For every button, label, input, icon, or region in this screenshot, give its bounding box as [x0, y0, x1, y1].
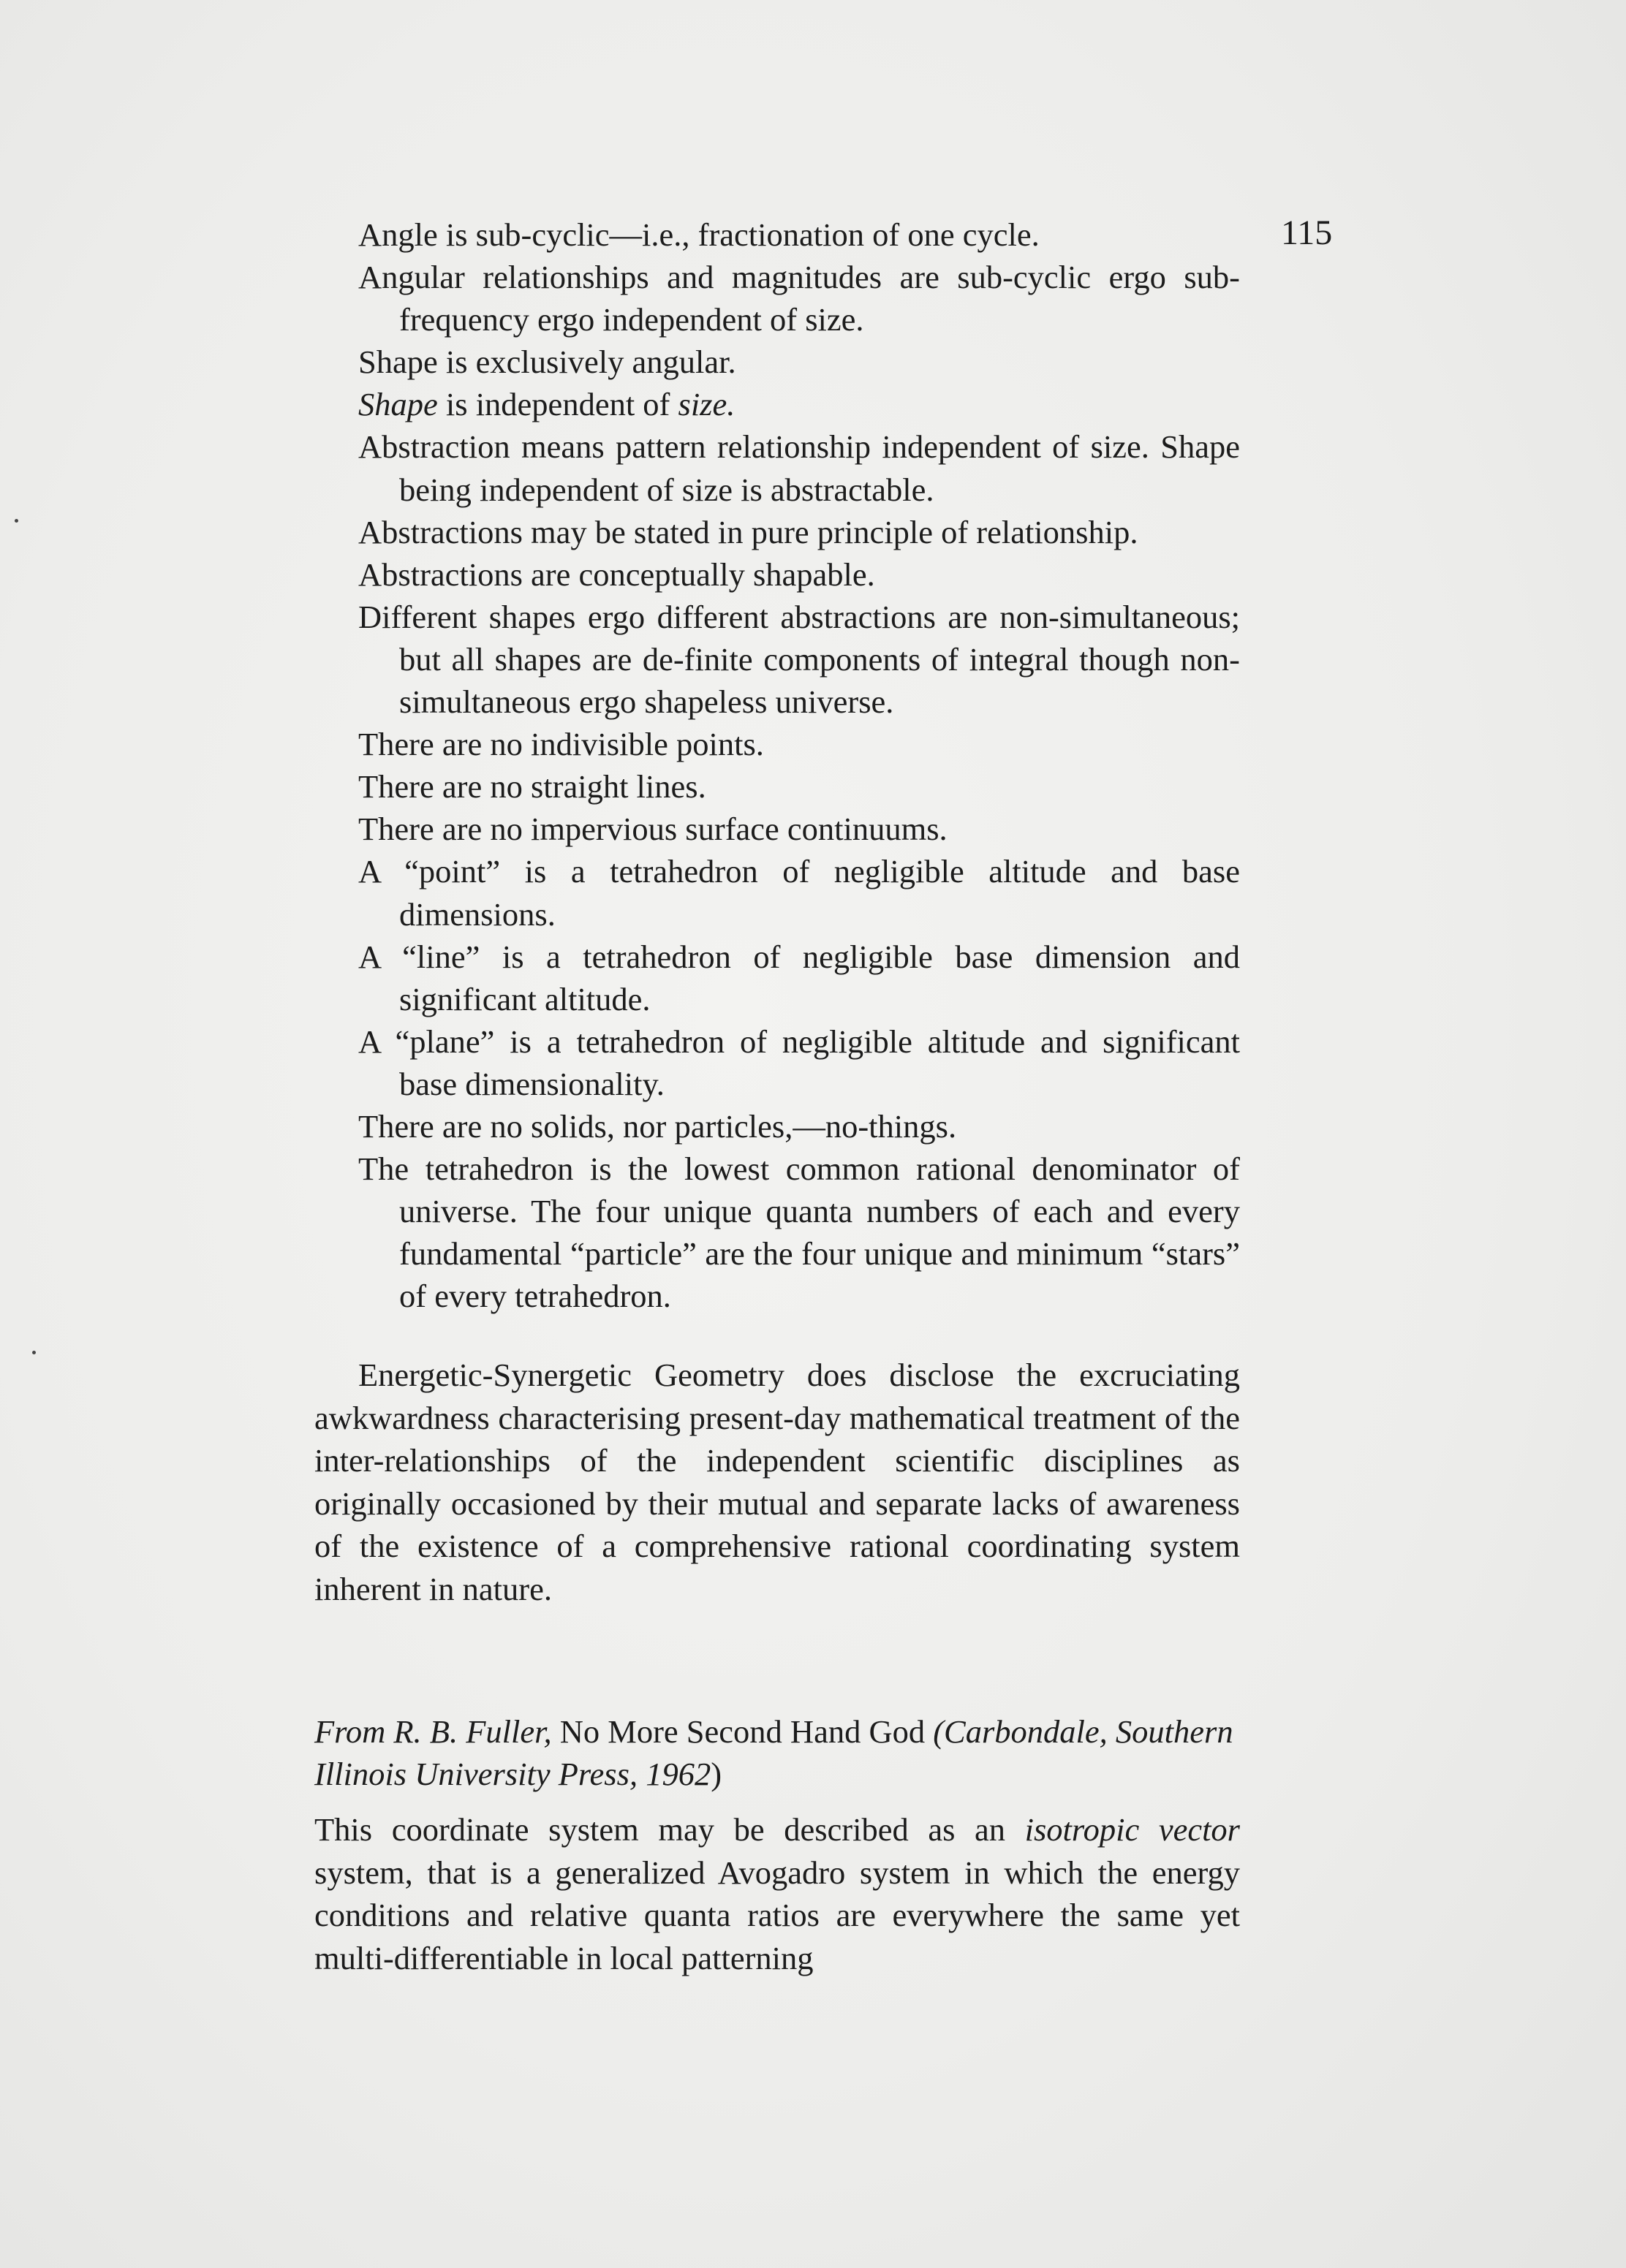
- axiom-line: Different shapes ergo different abstractions are non-simultaneous; but all shapes are de-finite components of integral though non-simultaneous ergo shapeless universe.: [358, 598, 1240, 721]
- axiom-line: A “plane” is a tetrahedron of negligible altitude and significant base dimensionality.: [358, 1023, 1240, 1102]
- axiom-line: There are no indivisible points.: [358, 726, 764, 763]
- axiom-line: [358, 383, 1240, 425]
- axiom-line: There are no straight lines.: [358, 768, 706, 805]
- axiom-line: Angular relationships and magnitudes are sub-cyclic ergo sub-frequency ergo independent of size.: [358, 259, 1240, 338]
- axiom-line: Abstractions may be stated in pure principle of relationship.: [358, 513, 1138, 550]
- emphasis-isotropic-vector: isotropic vector: [1024, 1811, 1240, 1848]
- body-paragraph: Energetic-Synergetic Geometry does disclose the excruciating awkwardness characterising present-day mathematical treatment of the inter-relationships of the independent scientific disciplines as originally occasioned by their mutual and separate lacks of awareness of the existence of a comprehensive rational coordinating system inherent in nature.: [314, 1357, 1240, 1607]
- citation-title: No More Second Hand God: [551, 1713, 934, 1750]
- paragraph-text: This coordinate system may be described as an: [314, 1811, 1025, 1848]
- paragraph-text: system, that is a generalized Avogadro system in which the energy conditions and relative quanta ratios are everywhere the same yet multi-differentiable in local patterning: [314, 1854, 1240, 1976]
- axiom-line: A “point” is a tetrahedron of negligible altitude and base dimensions.: [358, 853, 1240, 933]
- axiom-text: is independent of: [437, 386, 678, 423]
- axiom-line: Angle is sub-cyclic—i.e., fractionation of one cycle.: [358, 216, 1040, 253]
- axiom-line: Abstractions are conceptually shapable.: [358, 555, 875, 593]
- print-speck: [15, 519, 18, 523]
- page-number: 115: [1281, 213, 1333, 252]
- emphasis-shape: Shape: [358, 386, 438, 423]
- axiom-line: The tetrahedron is the lowest common rational denominator of universe. The four unique quanta numbers of each and every fundamental “particle” are the four unique and minimum “stars” of every tetrahedron.: [358, 1150, 1240, 1315]
- axiom-line: Shape is exclusively angular.: [358, 344, 736, 381]
- axiom-line: There are no impervious surface continuums.: [358, 811, 948, 848]
- body-paragraph: [314, 1808, 1240, 1979]
- citation-author: From R. B. Fuller,: [314, 1713, 552, 1750]
- axiom-list: [358, 213, 1240, 1317]
- citation-close: ): [711, 1756, 722, 1792]
- axiom-line: Abstraction means pattern relationship independent of size. Shape being independent of size is abstractable.: [358, 428, 1240, 508]
- axiom-line: A “line” is a tetrahedron of negligible base dimension and significant altitude.: [358, 938, 1240, 1017]
- print-speck: [32, 1351, 36, 1354]
- citation-publisher: (Carbondale, Southern Illinois University Press, 1962: [314, 1713, 1233, 1792]
- axiom-line: There are no solids, nor particles,—no-things.: [358, 1107, 957, 1145]
- source-citation: [314, 1710, 1240, 1795]
- emphasis-size: size.: [678, 386, 736, 423]
